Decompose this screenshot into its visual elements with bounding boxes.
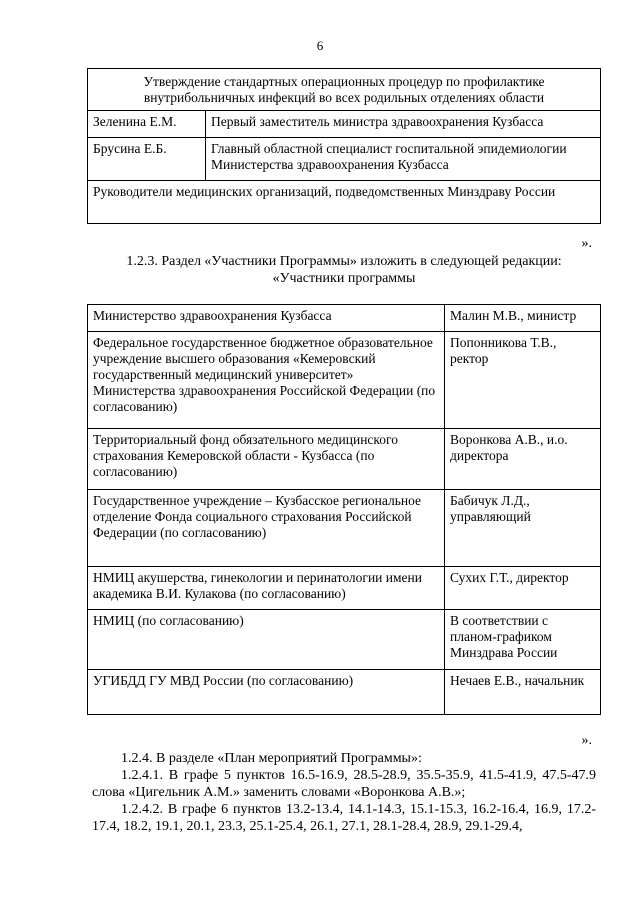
paragraph-1-2-4: 1.2.4. В разделе «План мероприятий Программы»: — [121, 751, 422, 766]
organization-cell: НМИЦ (по согласованию) — [88, 610, 445, 670]
organization-cell: Министерство здравоохранения Кузбасса — [88, 305, 445, 332]
table-row — [88, 610, 601, 670]
person-role-cell: Главный областной специалист госпитальной эпидемиологии Министерства здравоохранения Кузбасса — [206, 138, 601, 181]
participants-table — [87, 304, 601, 715]
representative-cell: Малин М.В., министр — [445, 305, 601, 332]
page-number: 6 — [316, 38, 324, 53]
organization-heads-cell: Руководители медицинских организаций, подведомственных Минздраву России — [88, 181, 601, 224]
participants-title: «Участники программы — [272, 271, 416, 286]
representative-cell: Попонникова Т.В., ректор — [445, 332, 601, 429]
table-row — [88, 670, 601, 715]
person-name-cell: Брусина Е.Б. — [88, 138, 206, 181]
person-name-cell: Зеленина Е.М. — [88, 111, 206, 138]
paragraph-1-2-4-2: 1.2.4.2. В графе 6 пунктов 13.2-13.4, 14.1-14.3, 15.1-15.3, 16.2-16.4, 16.9, 17.2-17.4, 18.2, 19.1, 20.1, 23.3, 25.1-25.4, 26.1, 27.1, 28.1-28.4, 28.9, 29.1-29.4, — [92, 802, 596, 834]
table-row — [88, 181, 601, 224]
table-row — [88, 429, 601, 490]
representative-cell: В соответствии с планом-графиком Минздрава России — [445, 610, 601, 670]
table-row — [88, 490, 601, 567]
person-role-cell: Первый заместитель министра здравоохранения Кузбасса — [206, 111, 601, 138]
closing-quote: ». — [581, 733, 592, 748]
representative-cell: Нечаев Е.В., начальник — [445, 670, 601, 715]
organization-cell: Федеральное государственное бюджетное образовательное учреждение высшего образования «Кемеровский государственный медицинский университет» Министерства здравоохранения Российской Федерации (по согласованию) — [88, 332, 445, 429]
table-row — [88, 111, 601, 138]
table-row — [88, 305, 601, 332]
table-row — [88, 138, 601, 181]
organization-cell: УГИБДД ГУ МВД России (по согласованию) — [88, 670, 445, 715]
paragraph-1-2-4-1: 1.2.4.1. В графе 5 пунктов 16.5-16.9, 28.5-28.9, 35.5-35.9, 41.5-41.9, 47.5-47.9 слова «Цигельник А.М.» заменить словами «Воронкова А.В.»; — [92, 768, 596, 800]
organization-cell: Территориальный фонд обязательного медицинского страхования Кемеровской области - Кузбасса (по согласованию) — [88, 429, 445, 490]
paragraph-1-2-3: 1.2.3. Раздел «Участники Программы» изложить в следующей редакции: — [126, 254, 562, 269]
closing-quote: ». — [581, 236, 592, 251]
table-row — [88, 332, 601, 429]
organization-cell: НМИЦ акушерства, гинекологии и перинатологии имени академика В.И. Кулакова (по согласованию) — [88, 567, 445, 610]
procedure-title-cell: Утверждение стандартных операционных процедур по профилактике внутрибольничных инфекций во всех родильных отделениях области — [88, 69, 601, 111]
table-row — [88, 69, 601, 111]
representative-cell: Воронкова А.В., и.о. директора — [445, 429, 601, 490]
representative-cell: Сухих Г.Т., директор — [445, 567, 601, 610]
organization-cell: Государственное учреждение – Кузбасское региональное отделение Фонда социального страхования Российской Федерации (по согласованию) — [88, 490, 445, 567]
table-row — [88, 567, 601, 610]
procedures-table — [87, 68, 601, 224]
representative-cell: Бабичук Л.Д., управляющий — [445, 490, 601, 567]
